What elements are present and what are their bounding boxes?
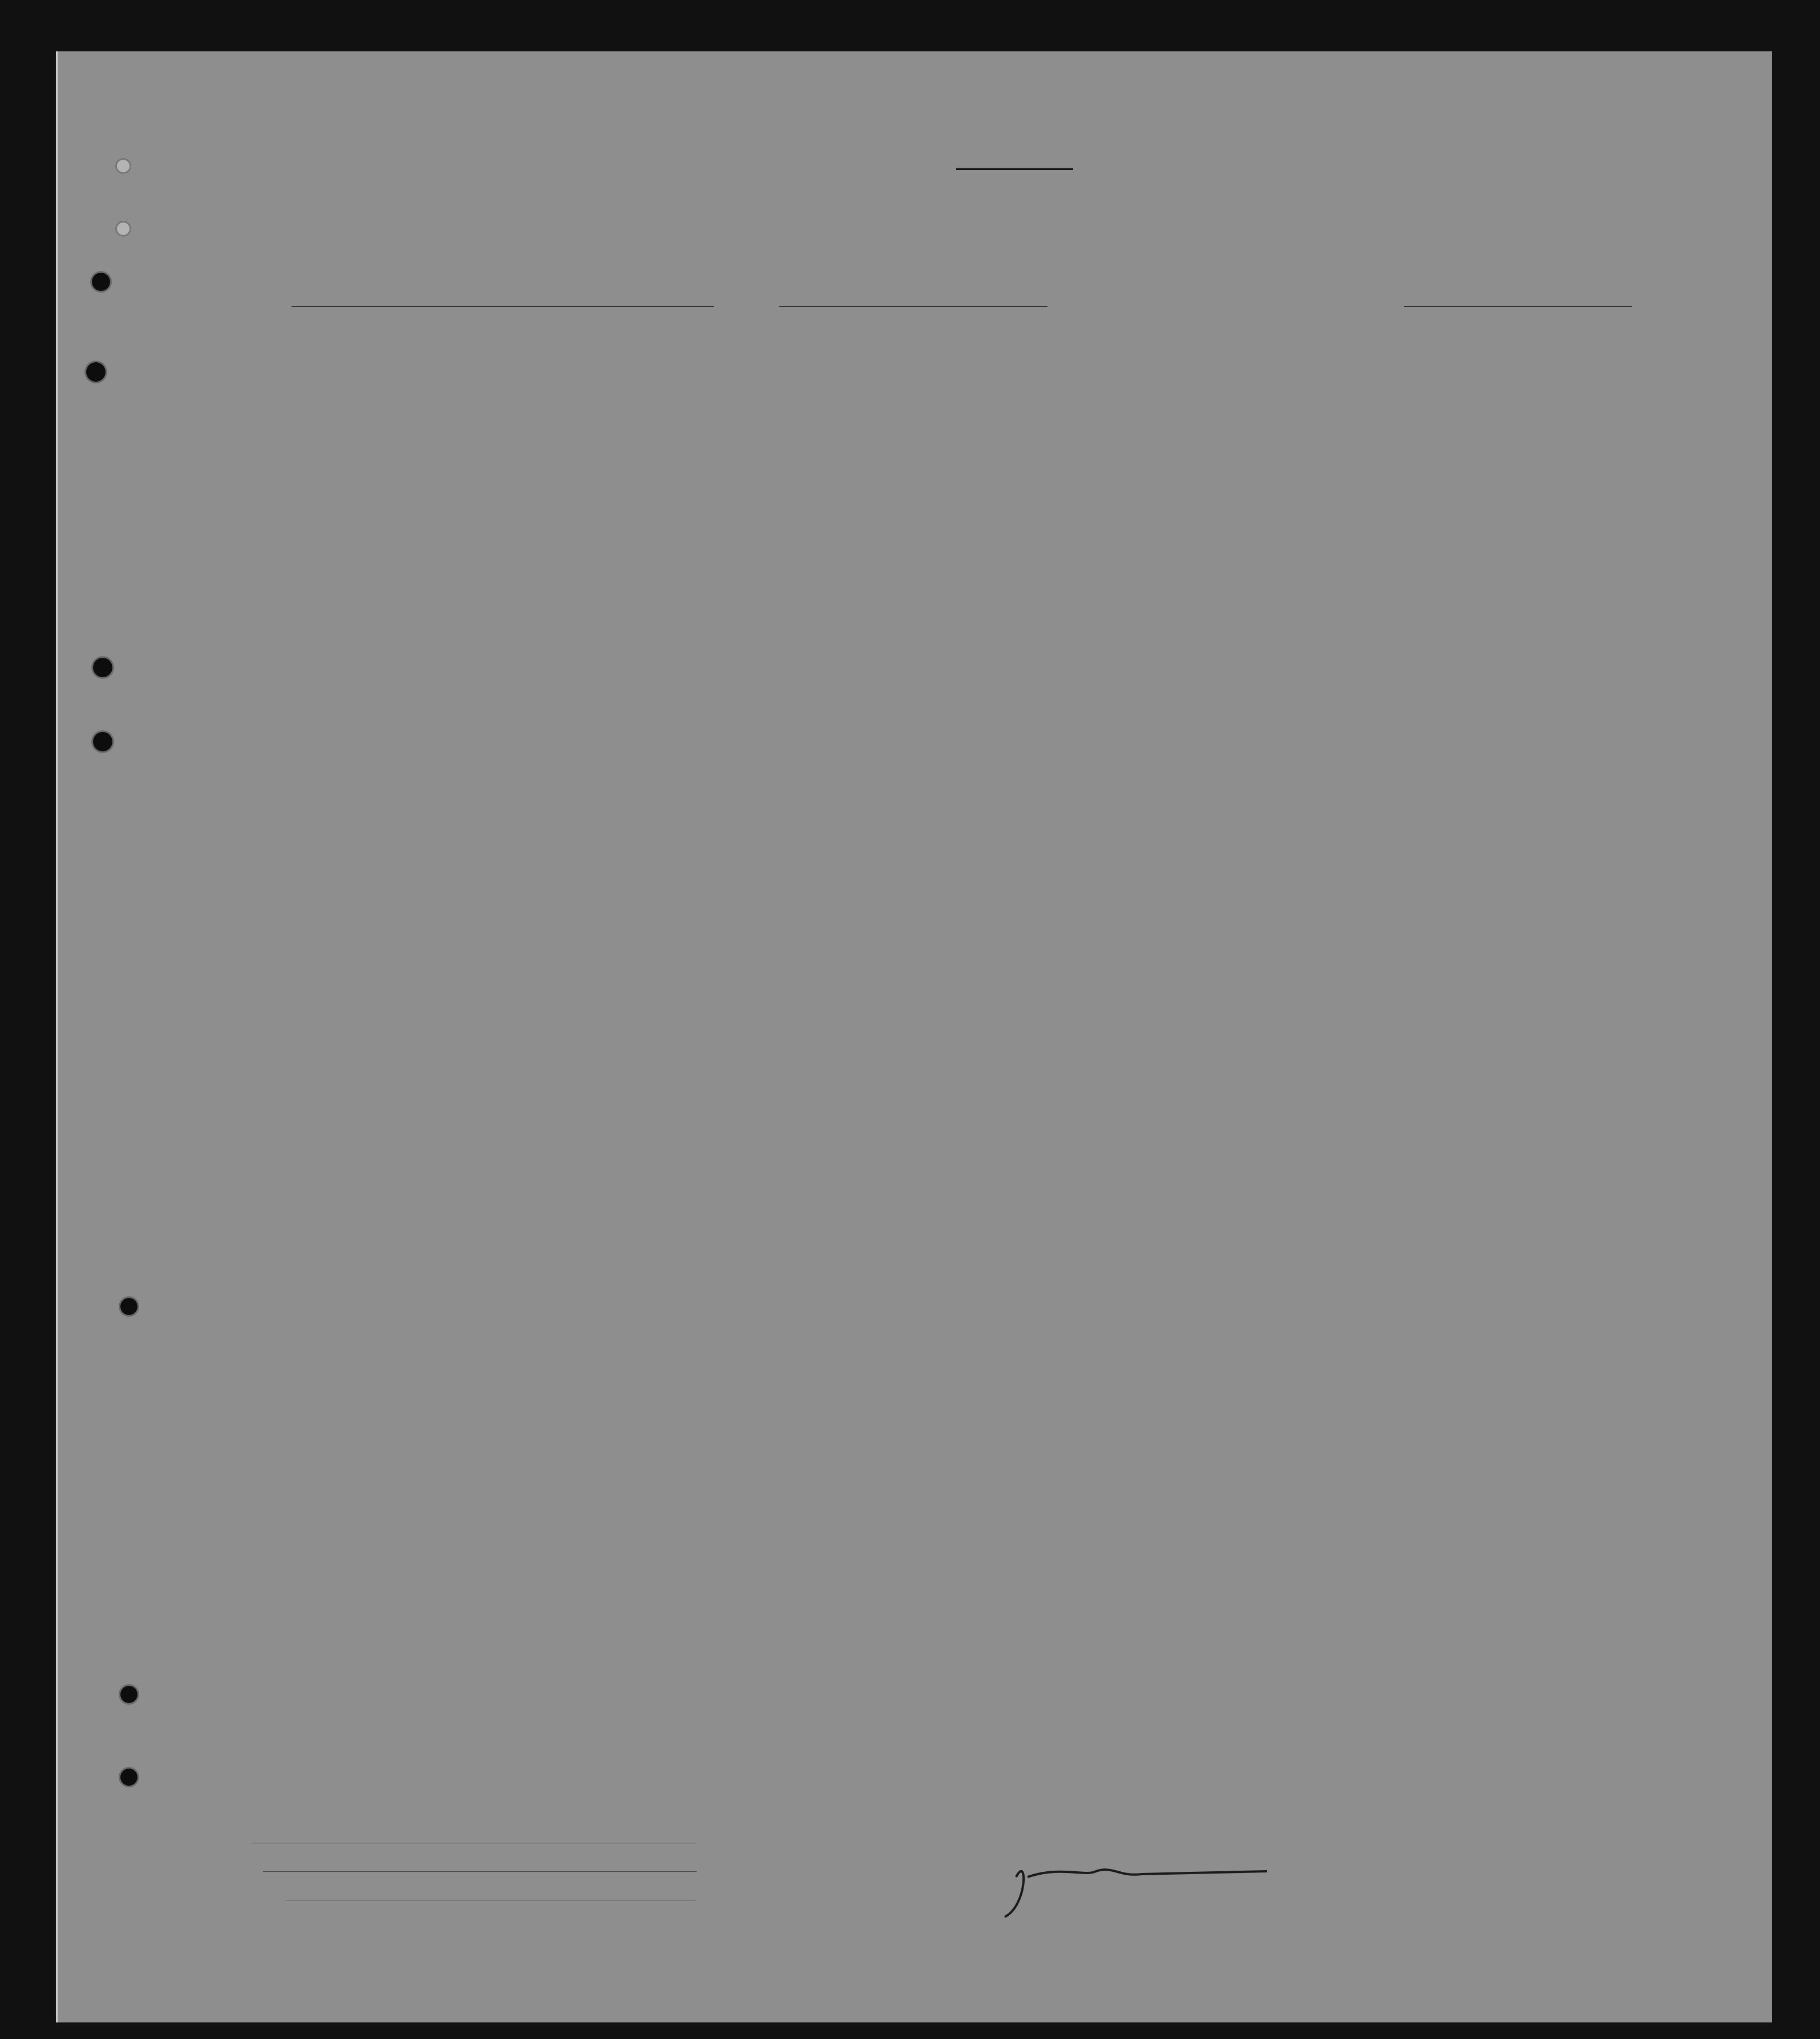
agent-signature — [58, 51, 1772, 2022]
owners-underline — [263, 1871, 697, 1872]
manifest-sheet — [56, 51, 1772, 2022]
